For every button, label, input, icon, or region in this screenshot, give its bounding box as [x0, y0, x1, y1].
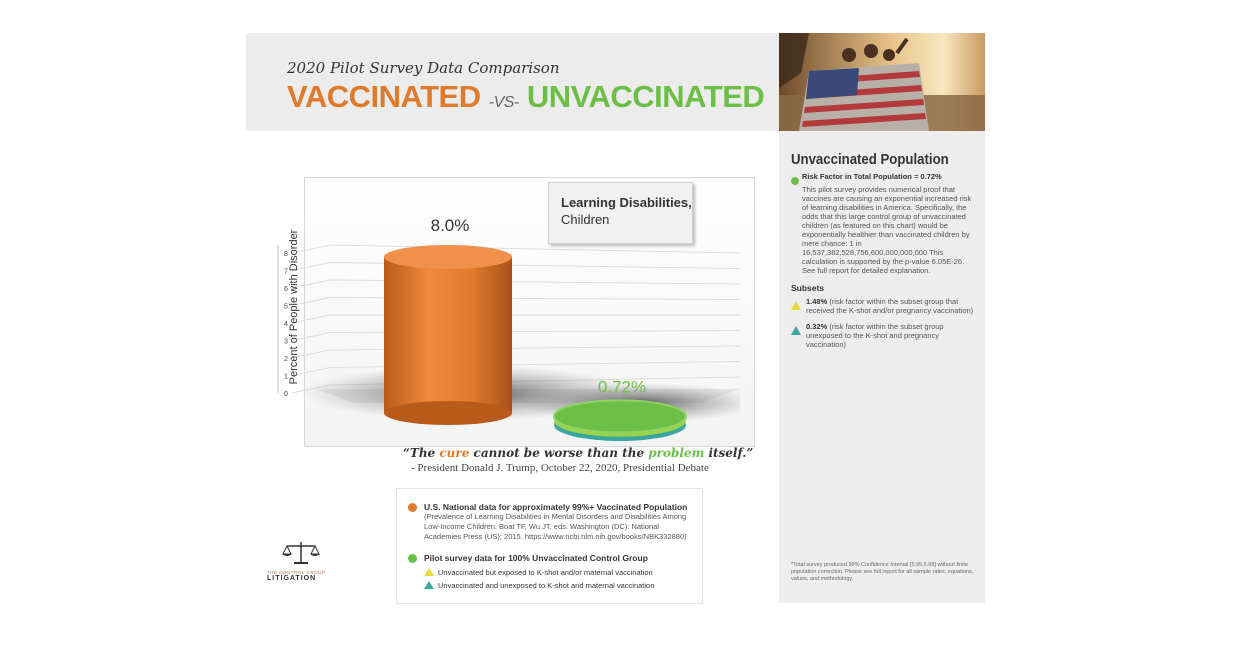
subset2-text: (risk factor within the subset group unexposed to the K-shot and pregnancy vaccination) — [806, 322, 944, 349]
subset1-triangle-icon — [791, 297, 801, 315]
y-tick-label: 4 — [284, 321, 288, 328]
header-title — [287, 79, 764, 115]
bar-vaccinated-top — [384, 245, 512, 269]
bar-unvaccinated-top — [554, 400, 686, 432]
legend-triangle-teal-icon — [424, 581, 434, 592]
quote-problem: problem — [648, 446, 705, 460]
sidebar-title: Unvaccinated Population — [791, 151, 949, 168]
bar-vaccinated-body — [384, 257, 512, 413]
y-tick-label: 8 — [284, 251, 288, 258]
y-tick-label: 6 — [284, 286, 288, 293]
footnote: *Total survey produced 99% Confidence Interval [5.95,5.99] without finite population correction. Please see full report for all sample rates, equations, values, and methodology. — [791, 562, 974, 582]
quote — [403, 446, 753, 460]
risk-factor-dot — [791, 172, 799, 190]
legend-sub2: Unvaccinated and unexposed to K-shot and maternal vaccination — [438, 581, 655, 590]
children-flag-photo — [779, 33, 985, 131]
y-tick-label: 1 — [284, 373, 288, 381]
chart-title-bold: Learning Disabilities, — [561, 195, 692, 210]
bar-vaccinated-base — [384, 401, 512, 425]
y-tick-label: 3 — [284, 338, 288, 346]
header-banner — [246, 33, 779, 131]
legend — [396, 488, 703, 604]
subset1-value: 1.48% — [806, 297, 828, 306]
legend-sub1: Unvaccinated but exposed to K-shot and/or maternal vaccination — [438, 568, 653, 577]
bar-unvaccinated — [554, 400, 686, 441]
subset1 — [806, 297, 976, 315]
title-unvaccinated: UNVACCINATED — [526, 79, 765, 114]
scales-of-justice-icon — [281, 540, 321, 566]
title-vs: -VS- — [488, 94, 519, 111]
logo-line2: LITIGATION — [267, 575, 317, 582]
y-tick-label: 2 — [284, 356, 288, 363]
logo-line1: THE CONTROL GROUP — [267, 570, 326, 575]
sidebar-body: This pilot survey provides numerical proof that vaccines are causing an exponential increased risk of learning disabilities in America. Specifically, the odds that this large control group of unvaccinated children (as featured on this chart) would be exponentially healthier than vaccinated children by mere chance: 1 in 16,537,382,528,756,600,000,000,000 This calculation is supported by the p-value 6.05E-26. See full report for detailed explanation. — [802, 185, 972, 275]
subsets-title: Subsets — [791, 283, 825, 293]
legend-triangle-yellow-icon — [424, 568, 434, 579]
logo — [267, 540, 347, 582]
chart-title-box — [548, 182, 693, 244]
y-axis-label: Percent of People with Disorder — [288, 229, 300, 385]
title-vaccinated: VACCINATED — [287, 79, 481, 114]
quote-part2: cannot be worse than the — [469, 446, 649, 460]
header-subtitle: 2020 Pilot Survey Data Comparison — [287, 59, 560, 77]
chart-title-light: Children — [561, 212, 610, 227]
subset2-triangle-icon — [791, 322, 801, 340]
data-label-vaccinated: 8.0% — [430, 216, 470, 235]
quote-part3: itself.” — [704, 446, 754, 460]
y-tick-label: 0 — [284, 391, 288, 398]
legend-vaccinated — [424, 502, 689, 542]
subset2 — [806, 322, 956, 349]
y-tick-label: 7 — [284, 268, 288, 276]
subset2-value: 0.32% — [806, 322, 828, 331]
y-tick-label: 5 — [284, 303, 288, 311]
legend-vaccinated-note: (Prevalence of Learning Disabilities in Mental Disorders and Disabilities Among Low-Income Children. Boat TF, Wu JT, eds. Washington (DC): National Academies Press (US); 2015. https://www.ncbi.nlm.nih.gov/books/NBK332880) — [424, 512, 687, 541]
sidebar-panel — [779, 131, 985, 603]
quote-attribution: - President Donald J. Trump, October 22, 2020, Presidential Debate — [411, 462, 709, 474]
data-label-unvaccinated: 0.72% — [597, 377, 647, 397]
risk-factor: Risk Factor in Total Population = 0.72% — [802, 172, 942, 181]
header-photo — [779, 33, 985, 131]
quote-part1: “The — [403, 446, 440, 460]
legend-unvaccinated-title: Pilot survey data for 100% Unvaccinated Control Group — [424, 553, 648, 563]
legend-vaccinated-title: U.S. National data for approximately 99%+ Vaccinated Population — [424, 502, 688, 512]
subset1-text: (risk factor within the subset group that received the K-shot and/or pregnancy vaccination) — [806, 297, 974, 315]
quote-cure: cure — [439, 446, 470, 460]
bar-vaccinated — [384, 245, 512, 425]
infographic-poster — [246, 33, 985, 603]
legend-dot-unvaccinated — [408, 554, 417, 566]
legend-dot-vaccinated — [408, 503, 417, 515]
